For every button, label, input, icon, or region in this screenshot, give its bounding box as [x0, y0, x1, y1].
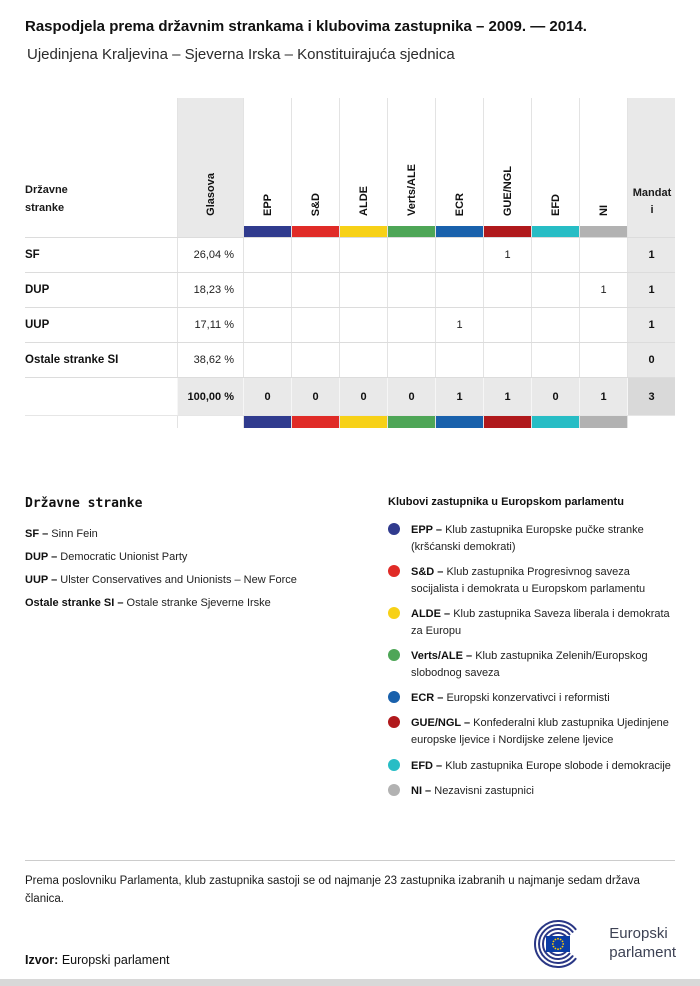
list-item: UUP – Ulster Conservatives and Unionists – New Force: [25, 574, 297, 586]
group-color-dot: [388, 691, 400, 703]
votes-header-cell: [177, 98, 243, 226]
group-header-cell: [291, 98, 339, 226]
group-color-swatch: [484, 226, 531, 237]
bottom-strip: [0, 979, 700, 986]
group-color-swatch: [340, 416, 387, 428]
group-color-swatch: [580, 416, 627, 428]
group-color-swatch: [388, 226, 435, 237]
group-color-swatch: [244, 416, 291, 428]
page-subtitle: Ujedinjena Kraljevina – Sjeverna Irska – Konstituirajuća sjednica: [27, 46, 455, 63]
source-label: Izvor:: [25, 953, 59, 967]
group-header-label: NI: [597, 205, 610, 216]
groups-legend-title: Klubovi zastupnika u Europskom parlamentu: [388, 496, 624, 508]
group-color-swatch: [244, 226, 291, 237]
votes-header-label: Glasova: [204, 173, 217, 216]
parties-legend-title: Državne stranke: [25, 496, 143, 511]
group-color-bar-top: [25, 226, 675, 238]
total-seat-count: 0: [312, 390, 319, 403]
party-name: Ostale stranke SI: [25, 354, 119, 366]
group-color-dot: [388, 607, 400, 619]
mandates-value: 0: [648, 354, 655, 366]
group-color-swatch: [436, 226, 483, 237]
distribution-table: [25, 98, 675, 428]
ep-logo: [516, 916, 676, 972]
group-header-label: ALDE: [357, 186, 370, 216]
list-item: DUP – Democratic Unionist Party: [25, 551, 188, 563]
groups-legend: [388, 496, 678, 808]
group-color-swatch: [484, 416, 531, 428]
seat-count: 1: [504, 249, 511, 261]
group-header-cell: [243, 98, 291, 226]
total-seat-count: 0: [264, 390, 271, 403]
list-item: SF – Sinn Fein: [25, 528, 98, 540]
group-color-swatch: [532, 226, 579, 237]
total-seat-count: 0: [408, 390, 415, 403]
table-header-row: [25, 98, 675, 226]
corner-label: Državne stranke: [25, 183, 68, 215]
group-color-swatch: [436, 416, 483, 428]
seat-count: 1: [456, 319, 463, 331]
group-color-swatch: [340, 226, 387, 237]
votes-value: 38,62 %: [193, 354, 234, 366]
votes-value: 18,23 %: [193, 284, 234, 296]
group-header-label: Verts/ALE: [405, 164, 418, 216]
group-header-cell: [339, 98, 387, 226]
footnote: Prema poslovniku Parlamenta, klub zastupnika sastoji se od najmanje 23 zastupnika izabranih u najmanje sedam država članica.: [25, 875, 640, 905]
votes-value: 17,11 %: [194, 319, 234, 331]
party-name: UUP: [25, 319, 50, 331]
list-item: EPP – Klub zastupnika Europske pučke stranke (kršćanski demokrati): [388, 522, 678, 556]
group-header-label: GUE/NGL: [501, 165, 514, 216]
group-color-swatch: [388, 416, 435, 428]
group-color-dot: [388, 523, 400, 535]
group-color-swatch: [292, 416, 339, 428]
total-seat-count: 1: [456, 390, 463, 403]
group-header-cell: [531, 98, 579, 226]
group-color-swatch: [532, 416, 579, 428]
mandates-value: 1: [648, 284, 655, 296]
list-item: GUE/NGL – Konfederalni klub zastupnika Ujedinjene europske ljevice i Nordijske zelene ljevice: [388, 715, 678, 749]
group-header-cell: [435, 98, 483, 226]
source-value: Europski parlament: [61, 953, 170, 967]
seat-count: 1: [600, 284, 607, 296]
group-color-dot: [388, 716, 400, 728]
group-color-dot: [388, 784, 400, 796]
group-color-swatch: [580, 226, 627, 237]
total-seat-count: 0: [552, 390, 559, 403]
group-header-label: ECR: [453, 192, 466, 216]
group-header-cell: [387, 98, 435, 226]
party-row: [25, 308, 675, 343]
source-line: [25, 953, 170, 967]
party-row: [25, 273, 675, 308]
total-votes: 100,00 %: [187, 390, 234, 403]
group-color-dot: [388, 759, 400, 771]
party-row: [25, 238, 675, 273]
total-seat-count: 0: [360, 390, 367, 403]
ep-hemicycle-icon: [516, 916, 602, 972]
list-item: ALDE – Klub zastupnika Saveza liberala i demokrata za Europu: [388, 606, 678, 640]
list-item: EFD – Klub zastupnika Europe slobode i demokracije: [388, 758, 678, 775]
list-item: ECR – Europski konzervativci i reformisti: [388, 690, 678, 707]
group-color-dot: [388, 565, 400, 577]
group-color-bar-bottom: [25, 416, 675, 428]
party-row: [25, 343, 675, 378]
total-mandates: 3: [648, 390, 655, 403]
corner-cell: [25, 98, 177, 226]
parties-legend: [25, 496, 360, 620]
total-seat-count: 1: [600, 390, 607, 403]
list-item: Ostale stranke SI – Ostale stranke Sjeverne Irske: [25, 597, 271, 609]
group-header-cell: [483, 98, 531, 226]
group-color-dot: [388, 649, 400, 661]
list-item: Verts/ALE – Klub zastupnika Zelenih/Europskog slobodnog saveza: [388, 648, 678, 682]
mandates-header-label: Mandati: [632, 187, 672, 216]
mandates-value: 1: [648, 319, 655, 331]
party-name: DUP: [25, 284, 50, 296]
total-seat-count: 1: [504, 390, 511, 403]
list-item: NI – Nezavisni zastupnici: [388, 783, 678, 800]
group-color-swatch: [292, 226, 339, 237]
list-item: S&D – Klub zastupnika Progresivnog saveza socijalista i demokrata u Europskom parlamentu: [388, 564, 678, 598]
group-header-label: EFD: [549, 194, 562, 216]
mandates-header-cell: [627, 98, 675, 226]
votes-value: 26,04 %: [193, 249, 234, 261]
group-header-label: S&D: [309, 192, 322, 216]
ep-logo-wordmark: Europski parlament: [609, 925, 676, 961]
total-row: [25, 378, 675, 416]
group-header-cell: [579, 98, 627, 226]
page-title: Raspodjela prema državnim strankama i klubovima zastupnika – 2009. — 2014.: [25, 18, 587, 35]
group-header-label: EPP: [261, 193, 274, 216]
footer-divider: [25, 860, 675, 861]
party-name: SF: [25, 249, 40, 261]
mandates-value: 1: [648, 249, 655, 261]
